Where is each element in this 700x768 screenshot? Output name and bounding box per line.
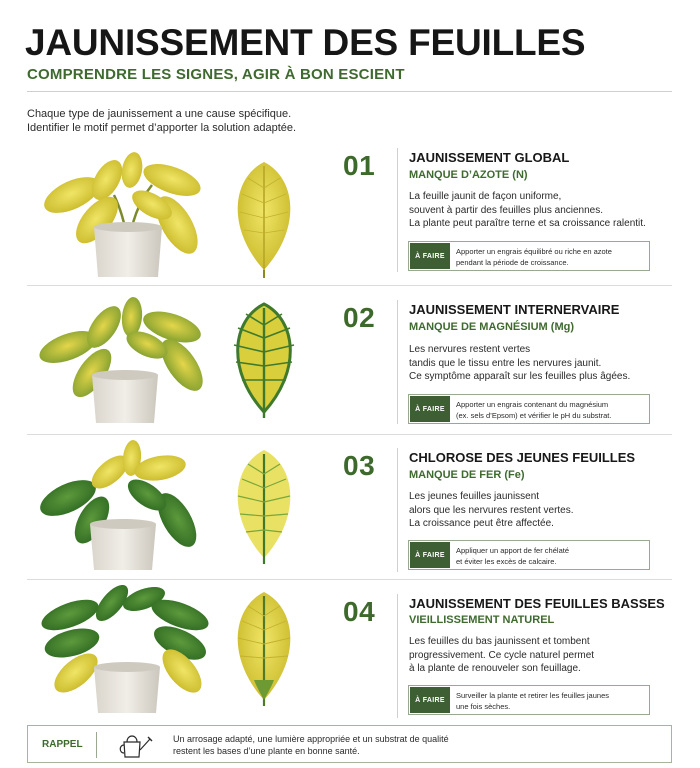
leaf-closeup-image xyxy=(218,588,310,710)
action-box xyxy=(408,241,650,271)
reminder-line: Un arrosage adapté, une lumière appropriée et un substrat de qualité xyxy=(173,734,449,744)
section-divider xyxy=(397,148,398,272)
description-line: Les jeunes feuilles jaunissent xyxy=(409,491,540,502)
section-description xyxy=(409,635,679,676)
description-line: Les nervures restent vertes xyxy=(409,344,531,355)
reminder-line: restent les bases d’une plante en bonne santé. xyxy=(173,746,360,756)
section-title: CHLOROSE DES JEUNES FEUILLES xyxy=(409,450,636,465)
section-divider xyxy=(397,594,398,718)
leaf-closeup-image xyxy=(218,446,310,568)
reminder-divider xyxy=(96,732,97,758)
action-box xyxy=(408,540,650,570)
action-line: Appliquer un apport de fer chélaté xyxy=(456,546,569,555)
section-number: 01 xyxy=(343,150,376,181)
action-box xyxy=(408,394,650,424)
plant-lower-leaves-image xyxy=(32,585,212,720)
section-cause: VIEILLISSEMENT NATUREL xyxy=(409,614,555,626)
section-number: 03 xyxy=(343,450,376,481)
description-line: La feuille jaunit de façon uniforme, xyxy=(409,191,562,202)
section-number: 04 xyxy=(343,596,376,627)
plant-chlorosis-image xyxy=(32,440,212,575)
watering-can-icon xyxy=(114,730,154,760)
action-tag: À FAIRE xyxy=(410,243,450,269)
section-title: JAUNISSEMENT INTERNERVAIRE xyxy=(409,302,620,317)
action-line: (ex. sels d’Epsom) et vérifier le pH du substrat. xyxy=(456,411,612,420)
section-description xyxy=(409,343,679,384)
section-title: JAUNISSEMENT DES FEUILLES BASSES xyxy=(409,596,665,611)
intro-line: Identifier le motif permet d’apporter la solution adaptée. xyxy=(27,122,297,134)
plant-interveinal-image xyxy=(32,295,212,430)
section-cause: MANQUE D’AZOTE (N) xyxy=(409,169,528,181)
description-line: La plante peut paraître terne et sa croissance ralentit. xyxy=(409,218,646,229)
plant-yellowing-image xyxy=(32,150,212,285)
section-description xyxy=(409,490,679,531)
description-line: à la plante de renouveler son feuillage. xyxy=(409,663,581,674)
reminder-text xyxy=(173,733,513,757)
action-text xyxy=(456,246,646,268)
section-divider xyxy=(397,300,398,424)
action-line: une fois sèches. xyxy=(456,702,511,711)
action-line: Apporter un engrais équilibré ou riche en azote xyxy=(456,247,612,256)
action-line: pendant la période de croissance. xyxy=(456,258,569,267)
action-tag: À FAIRE xyxy=(410,687,450,713)
section-separator xyxy=(27,434,672,435)
section-divider xyxy=(397,448,398,572)
action-box xyxy=(408,685,650,715)
intro-line: Chaque type de jaunissement a une cause spécifique. xyxy=(27,108,292,120)
description-line: souvent à partir des feuilles plus anciennes. xyxy=(409,204,604,216)
section-separator xyxy=(27,579,672,580)
description-line: progressivement. Ce cycle naturel permet xyxy=(409,649,595,661)
action-text xyxy=(456,545,646,567)
description-line: alors que les nervures restent vertes. xyxy=(409,504,574,516)
title-divider xyxy=(27,91,672,92)
section-cause: MANQUE DE MAGNÉSIUM (Mg) xyxy=(409,321,574,333)
leaf-closeup-image xyxy=(218,300,310,422)
action-tag: À FAIRE xyxy=(410,542,450,568)
reminder-box xyxy=(27,725,672,763)
action-text xyxy=(456,690,646,712)
action-tag: À FAIRE xyxy=(410,396,450,422)
action-text xyxy=(456,399,646,421)
reminder-label: RAPPEL xyxy=(42,739,83,750)
leaf-closeup-image xyxy=(218,158,310,280)
intro-text xyxy=(27,107,347,135)
page-title: JAUNISSEMENT DES FEUILLES xyxy=(25,22,586,63)
description-line: La croissance peut être affectée. xyxy=(409,518,554,529)
section-cause: MANQUE DE FER (Fe) xyxy=(409,469,525,481)
section-title: JAUNISSEMENT GLOBAL xyxy=(409,150,570,165)
action-line: et éviter les excès de calcaire. xyxy=(456,557,557,566)
action-line: Apporter un engrais contenant du magnésium xyxy=(456,400,609,409)
description-line: tandis que le tissu entre les nervures jaunit. xyxy=(409,357,602,369)
page-subtitle: COMPRENDRE LES SIGNES, AGIR À BON ESCIENT xyxy=(27,66,405,83)
section-description xyxy=(409,190,679,231)
description-line: Les feuilles du bas jaunissent et tombent xyxy=(409,636,590,647)
section-separator xyxy=(27,285,672,286)
section-number: 02 xyxy=(343,302,376,333)
description-line: Ce symptôme apparaît sur les feuilles plus âgées. xyxy=(409,371,631,382)
action-line: Surveiller la plante et retirer les feuilles jaunes xyxy=(456,691,609,700)
